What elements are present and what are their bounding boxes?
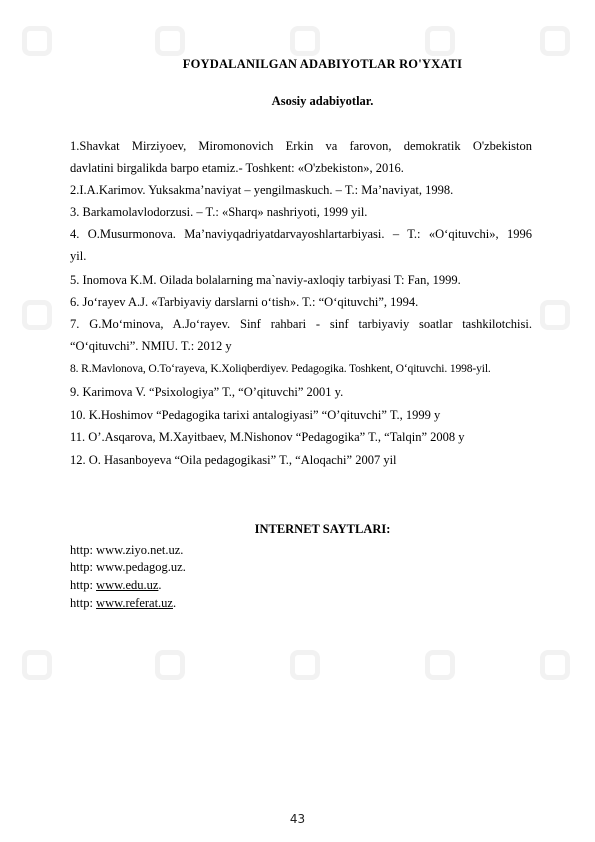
internet-site-item — [70, 595, 176, 612]
reference-item — [70, 381, 532, 403]
reference-item — [70, 449, 532, 471]
watermark-box-icon — [155, 26, 185, 56]
watermark-box-icon — [425, 650, 455, 680]
internet-site-item — [70, 559, 186, 576]
internet-site-item — [70, 542, 183, 559]
reference-line: 1.Shavkat Mirziyoev, Miromonovich Erkin va farovon, demokratik O'zbekiston — [70, 139, 532, 153]
reference-line-continued: yil. — [70, 249, 87, 263]
site-prefix: http: — [70, 578, 97, 592]
reference-line: 6. Jo‘rayev A.J. «Tarbiyaviy darslarni o‘tish». T.: “O‘qituvchi”, 1994. — [70, 295, 419, 309]
reference-item — [70, 313, 532, 357]
reference-item — [70, 179, 532, 201]
site-address: www.pedagog.uz. — [96, 560, 186, 574]
reference-line: 10. K.Hoshimov “Pedagogika tarixi antalogiyasi” “O’qituvchi” T., 1999 y — [70, 408, 441, 422]
reference-item — [70, 426, 532, 448]
site-tail: . — [172, 596, 177, 610]
reference-line: 3. Barkamolavlodorzusi. – T.: «Sharq» nashriyoti, 1999 yil. — [70, 205, 368, 219]
watermark-box-icon — [540, 650, 570, 680]
reference-line: 9. Karimova V. “Psixologiya” T., “O’qituvchi” 2001 y. — [70, 385, 344, 399]
site-link[interactable]: www.edu.uz — [96, 578, 159, 592]
reference-line: 2.I.A.Karimov. Yuksakma’naviyat – yengilmaskuch. – T.: Ma’naviyat, 1998. — [70, 183, 454, 197]
watermark-box-icon — [425, 26, 455, 56]
reference-item — [70, 201, 532, 223]
reference-item — [70, 223, 532, 267]
site-link[interactable]: www.referat.uz — [96, 596, 173, 610]
section-subtitle: Asosiy adabiyotlar. — [271, 94, 374, 108]
reference-line-continued: “O‘qituvchi”. NMIU. T.: 2012 y — [70, 339, 232, 353]
reference-item — [70, 269, 532, 291]
reference-line: 5. Inomova K.M. Oilada bolalarning ma`naviy-axloqiy tarbiyasi T: Fan, 1999. — [70, 273, 461, 287]
watermark-box-icon — [290, 26, 320, 56]
site-address: www.ziyo.net.uz. — [96, 543, 184, 557]
watermark-box-icon — [155, 650, 185, 680]
site-prefix: http: — [70, 543, 97, 557]
site-prefix: http: — [70, 560, 97, 574]
reference-line-continued: davlatini birgalikda barpo etamiz.- Toshkent: «O'zbekiston», 2016. — [70, 161, 404, 175]
reference-line: 11. O’.Asqarova, M.Xayitbaev, M.Nishonov “Pedagogika” T., “Talqin” 2008 y — [70, 430, 465, 444]
page-title: FOYDALANILGAN ADABIYOTLAR RO'YXATI — [182, 57, 463, 71]
reference-item — [70, 404, 532, 426]
watermark-box-icon — [22, 650, 52, 680]
site-tail: . — [158, 578, 162, 592]
reference-line: 8. R.Mavlonova, O.To‘rayeva, K.Xoliqberdiyev. Pedagogika. Toshkent, O‘qituvchi. 1998-yil. — [70, 362, 491, 375]
watermark-box-icon — [22, 26, 52, 56]
watermark-box-icon — [22, 300, 52, 330]
page-number: 43 — [289, 812, 306, 826]
site-prefix: http: — [70, 596, 97, 610]
watermark-box-icon — [540, 26, 570, 56]
reference-line: 12. O. Hasanboyeva “Oila pedagogikasi” T., “Aloqachi” 2007 yil — [70, 453, 397, 467]
watermark-box-icon — [540, 300, 570, 330]
reference-item — [70, 135, 532, 179]
internet-site-item — [70, 577, 162, 594]
reference-item — [70, 358, 532, 380]
reference-item — [70, 291, 532, 313]
reference-line: 4. O.Musurmonova. Ma’naviyqadriyatdarvayoshlartarbiyasi. – T.: «O‘qituvchi», 1996 — [70, 227, 532, 241]
internet-sites-title: INTERNET SAYTLARI: — [254, 522, 391, 536]
watermark-box-icon — [290, 650, 320, 680]
reference-line: 7. G.Mo‘minova, A.Jo‘rayev. Sinf rahbari - sinf tarbiyaviy soatlar tashkilotchisi. — [70, 317, 532, 331]
